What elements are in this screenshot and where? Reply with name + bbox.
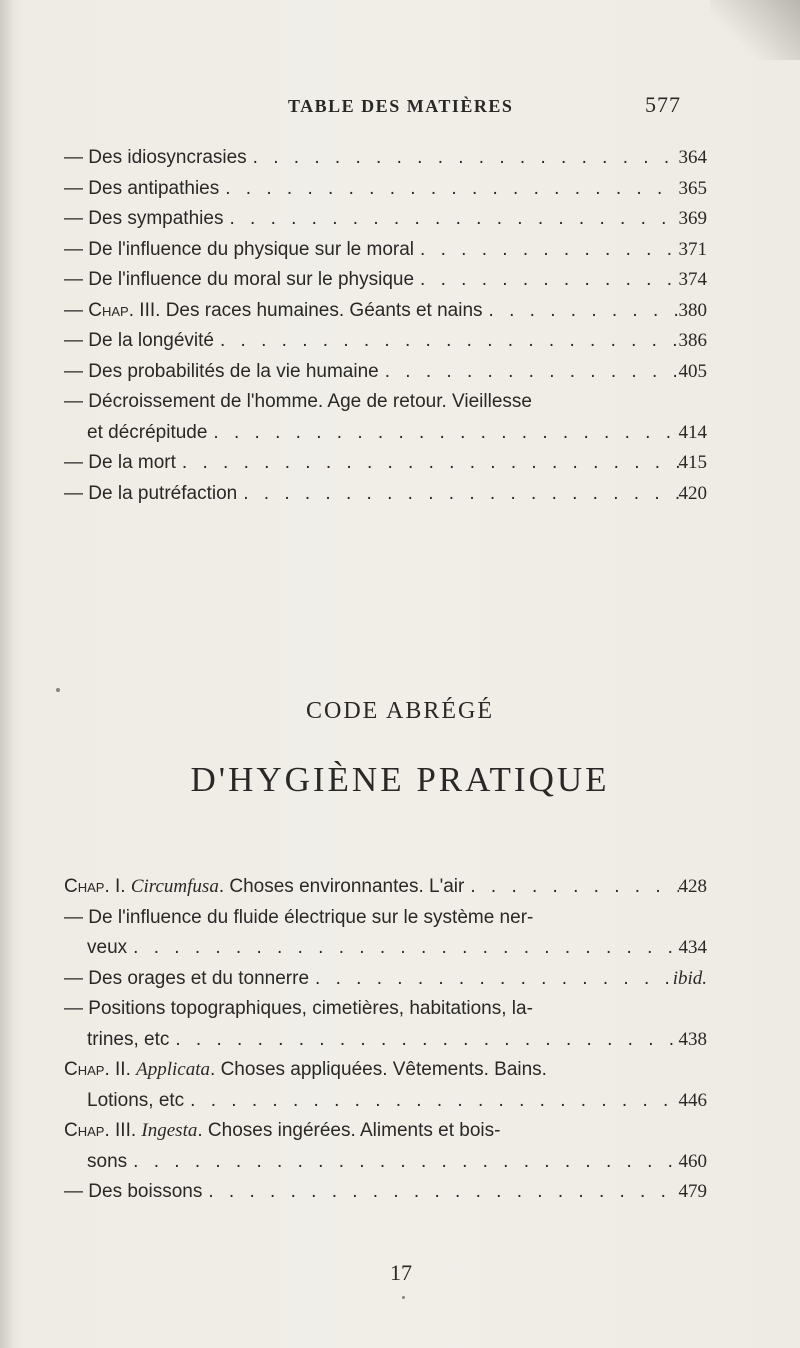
toc-entry [64, 265, 707, 296]
entry-text: Lotions, etc [87, 1089, 185, 1111]
entry-page: 371 [678, 238, 707, 260]
entry-text [64, 872, 464, 903]
toc-entry [64, 235, 707, 266]
entry-text [64, 1120, 500, 1141]
toc-entry [64, 1025, 707, 1056]
entry-text [64, 1059, 547, 1080]
entry-text: — De la putréfaction [64, 482, 238, 504]
leader-dots [483, 296, 679, 327]
chap-label: Chap. [64, 1120, 110, 1141]
entry-rest: . Choses ingérées. Aliments et bois- [197, 1120, 501, 1141]
entry-rest: . Choses environnantes. L'air [218, 876, 465, 897]
entry-text: — Des probabilités de la vie humaine [64, 360, 379, 382]
leader-dots [414, 265, 678, 296]
entry-page: 415 [678, 452, 707, 473]
paper-speck [56, 688, 60, 692]
toc-entry [64, 326, 707, 357]
header-page-number: 577 [645, 92, 681, 117]
toc-entry [64, 143, 707, 174]
entry-text: sons [87, 1150, 128, 1172]
entry-text: — Des sympathies [64, 208, 224, 229]
toc-entry [64, 357, 707, 388]
leader-dots [207, 418, 678, 449]
entry-page: 380 [678, 299, 707, 321]
toc-entry [64, 448, 707, 479]
leader-dots [127, 1147, 678, 1178]
toc-entry [64, 1086, 707, 1117]
toc-entry [64, 1147, 707, 1178]
page-corner-shadow [710, 0, 800, 60]
entry-text: — De la mort [64, 452, 176, 473]
entry-page: 364 [678, 147, 707, 168]
entry-page: 369 [678, 208, 707, 229]
entry-text: — De la longévité [64, 330, 214, 351]
entry-page: 460 [678, 1150, 707, 1172]
chap-label: Chap. [88, 299, 135, 321]
entry-text: — Des idiosyncrasies [64, 147, 247, 168]
leader-dots [223, 204, 678, 235]
toc-entry [64, 872, 707, 903]
entry-page: ibid. [672, 967, 707, 989]
toc-entry [64, 1177, 707, 1208]
toc-top [64, 143, 707, 509]
signature-mark: 17 [390, 1260, 412, 1285]
paper-speck [402, 1296, 405, 1299]
toc-entry [64, 296, 707, 327]
leader-dots [464, 872, 678, 903]
leader-dots [247, 143, 679, 174]
entry-page: 386 [678, 330, 707, 351]
entry-text: — Décroissement de l'homme. Age de retour. Vieillesse [64, 391, 532, 412]
entry-page: 438 [678, 1028, 707, 1050]
leader-dots [202, 1177, 678, 1208]
entry-text: — Positions topographiques, cimetières, habitations, la- [64, 998, 533, 1019]
toc-entry [64, 994, 707, 1025]
entry-text: — Des boissons [64, 1181, 203, 1202]
latin-term: Applicata [136, 1059, 211, 1080]
binding-shadow [0, 0, 14, 1348]
entry-text: — De l'influence du physique sur le moral [64, 238, 415, 260]
toc-bottom [64, 872, 707, 1208]
section-title-line2: D'HYGIÈNE PRATIQUE [190, 760, 610, 799]
leader-dots [176, 448, 679, 479]
entry-rest: III. Des races humaines. Géants et nains [134, 299, 483, 321]
entry-rest: . Choses appliquées. Vêtements. Bains. [210, 1059, 547, 1080]
leader-dots [169, 1025, 678, 1056]
entry-page: 428 [678, 876, 707, 897]
entry-page: 479 [678, 1181, 707, 1202]
chap-label: Chap. [64, 1059, 110, 1080]
entry-text: — Des antipathies [64, 177, 220, 199]
latin-term: Circumfusa [130, 876, 219, 897]
leader-dots [414, 235, 678, 266]
leader-dots [237, 479, 678, 510]
entry-prefix: — [64, 299, 89, 321]
entry-text: veux [87, 937, 128, 958]
toc-entry [64, 1116, 707, 1147]
entry-text: — De l'influence du moral sur le physique [64, 269, 415, 290]
latin-term: Ingesta [141, 1120, 198, 1141]
leader-dots [214, 326, 679, 357]
chap-number: III. [109, 1120, 142, 1141]
entry-page: 405 [678, 360, 707, 382]
toc-entry [64, 933, 707, 964]
toc-entry [64, 479, 707, 510]
entry-page: 374 [678, 269, 707, 290]
toc-entry [64, 387, 707, 418]
toc-entry [64, 174, 707, 205]
entry-text: — De l'influence du fluide électrique sur le système ner- [64, 906, 534, 928]
chap-number: I. [109, 876, 131, 897]
entry-page: 414 [678, 421, 707, 443]
toc-entry [64, 903, 707, 934]
entry-text: et décrépitude [87, 421, 208, 443]
leader-dots [219, 174, 678, 205]
chap-label: Chap. [64, 876, 110, 897]
header-title: TABLE DES MATIÈRES [288, 96, 514, 116]
entry-page: 446 [678, 1089, 707, 1111]
entry-text: — Des orages et du tonnerre [64, 967, 310, 989]
entry-text: trines, etc [87, 1028, 170, 1050]
leader-dots [127, 933, 678, 964]
toc-entry [64, 204, 707, 235]
running-header [0, 92, 800, 126]
toc-entry [64, 1055, 707, 1086]
toc-entry [64, 964, 707, 995]
entry-page: 434 [678, 937, 707, 958]
leader-dots [379, 357, 679, 388]
leader-dots [184, 1086, 678, 1117]
entry-text [64, 296, 483, 327]
leader-dots [309, 964, 673, 995]
chap-number: II. [109, 1059, 137, 1080]
entry-page: 420 [678, 482, 707, 504]
entry-page: 365 [678, 177, 707, 199]
section-title-line1: CODE ABRÉGÉ [305, 698, 494, 724]
toc-entry [64, 418, 707, 449]
